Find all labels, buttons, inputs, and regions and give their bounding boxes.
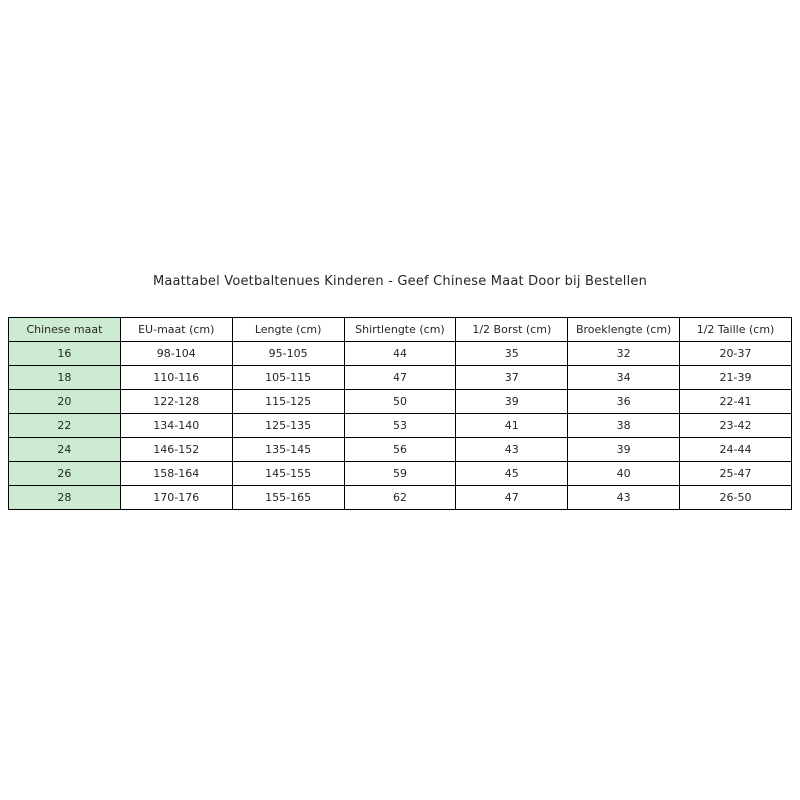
page-title: Maattabel Voetbaltenues Kinderen - Geef Chinese Maat Door bij Bestellen <box>152 274 648 289</box>
table-cell: 59 <box>344 462 456 486</box>
table-row <box>9 462 792 486</box>
table-cell: 24 <box>9 438 121 462</box>
table-cell: 56 <box>344 438 456 462</box>
table-cell: 22 <box>9 414 121 438</box>
table-row <box>9 366 792 390</box>
table-cell: 20-37 <box>680 342 792 366</box>
table-cell: 53 <box>344 414 456 438</box>
table-cell: 37 <box>456 366 568 390</box>
table-cell: 21-39 <box>680 366 792 390</box>
table-row <box>9 438 792 462</box>
table-cell: 122-128 <box>120 390 232 414</box>
table-cell: 40 <box>568 462 680 486</box>
table-cell: 134-140 <box>120 414 232 438</box>
table-cell: 38 <box>568 414 680 438</box>
table-cell: 95-105 <box>232 342 344 366</box>
column-header-shirtlengte: Shirtlengte (cm) <box>344 318 456 342</box>
column-header-chinese-maat: Chinese maat <box>9 318 121 342</box>
table-cell: 39 <box>568 438 680 462</box>
table-cell: 41 <box>456 414 568 438</box>
table-cell: 43 <box>568 486 680 510</box>
table-cell: 43 <box>456 438 568 462</box>
table-cell: 23-42 <box>680 414 792 438</box>
table-cell: 125-135 <box>232 414 344 438</box>
table-cell: 44 <box>344 342 456 366</box>
table-cell: 105-115 <box>232 366 344 390</box>
table-cell: 24-44 <box>680 438 792 462</box>
table-cell: 115-125 <box>232 390 344 414</box>
table-cell: 47 <box>344 366 456 390</box>
table-cell: 155-165 <box>232 486 344 510</box>
table-cell: 28 <box>9 486 121 510</box>
table-cell: 62 <box>344 486 456 510</box>
table-cell: 45 <box>456 462 568 486</box>
table-row <box>9 414 792 438</box>
table-cell: 39 <box>456 390 568 414</box>
table-cell: 26 <box>9 462 121 486</box>
table-cell: 36 <box>568 390 680 414</box>
table-cell: 22-41 <box>680 390 792 414</box>
table-cell: 20 <box>9 390 121 414</box>
table-cell: 47 <box>456 486 568 510</box>
table-cell: 32 <box>568 342 680 366</box>
table-cell: 146-152 <box>120 438 232 462</box>
column-header-borst: 1/2 Borst (cm) <box>456 318 568 342</box>
table-row <box>9 486 792 510</box>
table-cell: 25-47 <box>680 462 792 486</box>
table-row <box>9 390 792 414</box>
table-cell: 135-145 <box>232 438 344 462</box>
table-cell: 110-116 <box>120 366 232 390</box>
table-cell: 145-155 <box>232 462 344 486</box>
column-header-eu-maat: EU-maat (cm) <box>120 318 232 342</box>
size-table <box>8 317 792 510</box>
table-cell: 34 <box>568 366 680 390</box>
column-header-broeklengte: Broeklengte (cm) <box>568 318 680 342</box>
table-cell: 35 <box>456 342 568 366</box>
table-cell: 158-164 <box>120 462 232 486</box>
table-cell: 170-176 <box>120 486 232 510</box>
table-header-row <box>9 318 792 342</box>
table-row <box>9 342 792 366</box>
table-cell: 16 <box>9 342 121 366</box>
column-header-lengte: Lengte (cm) <box>232 318 344 342</box>
column-header-taille: 1/2 Taille (cm) <box>680 318 792 342</box>
table-cell: 26-50 <box>680 486 792 510</box>
table-cell: 50 <box>344 390 456 414</box>
table-cell: 98-104 <box>120 342 232 366</box>
table-cell: 18 <box>9 366 121 390</box>
